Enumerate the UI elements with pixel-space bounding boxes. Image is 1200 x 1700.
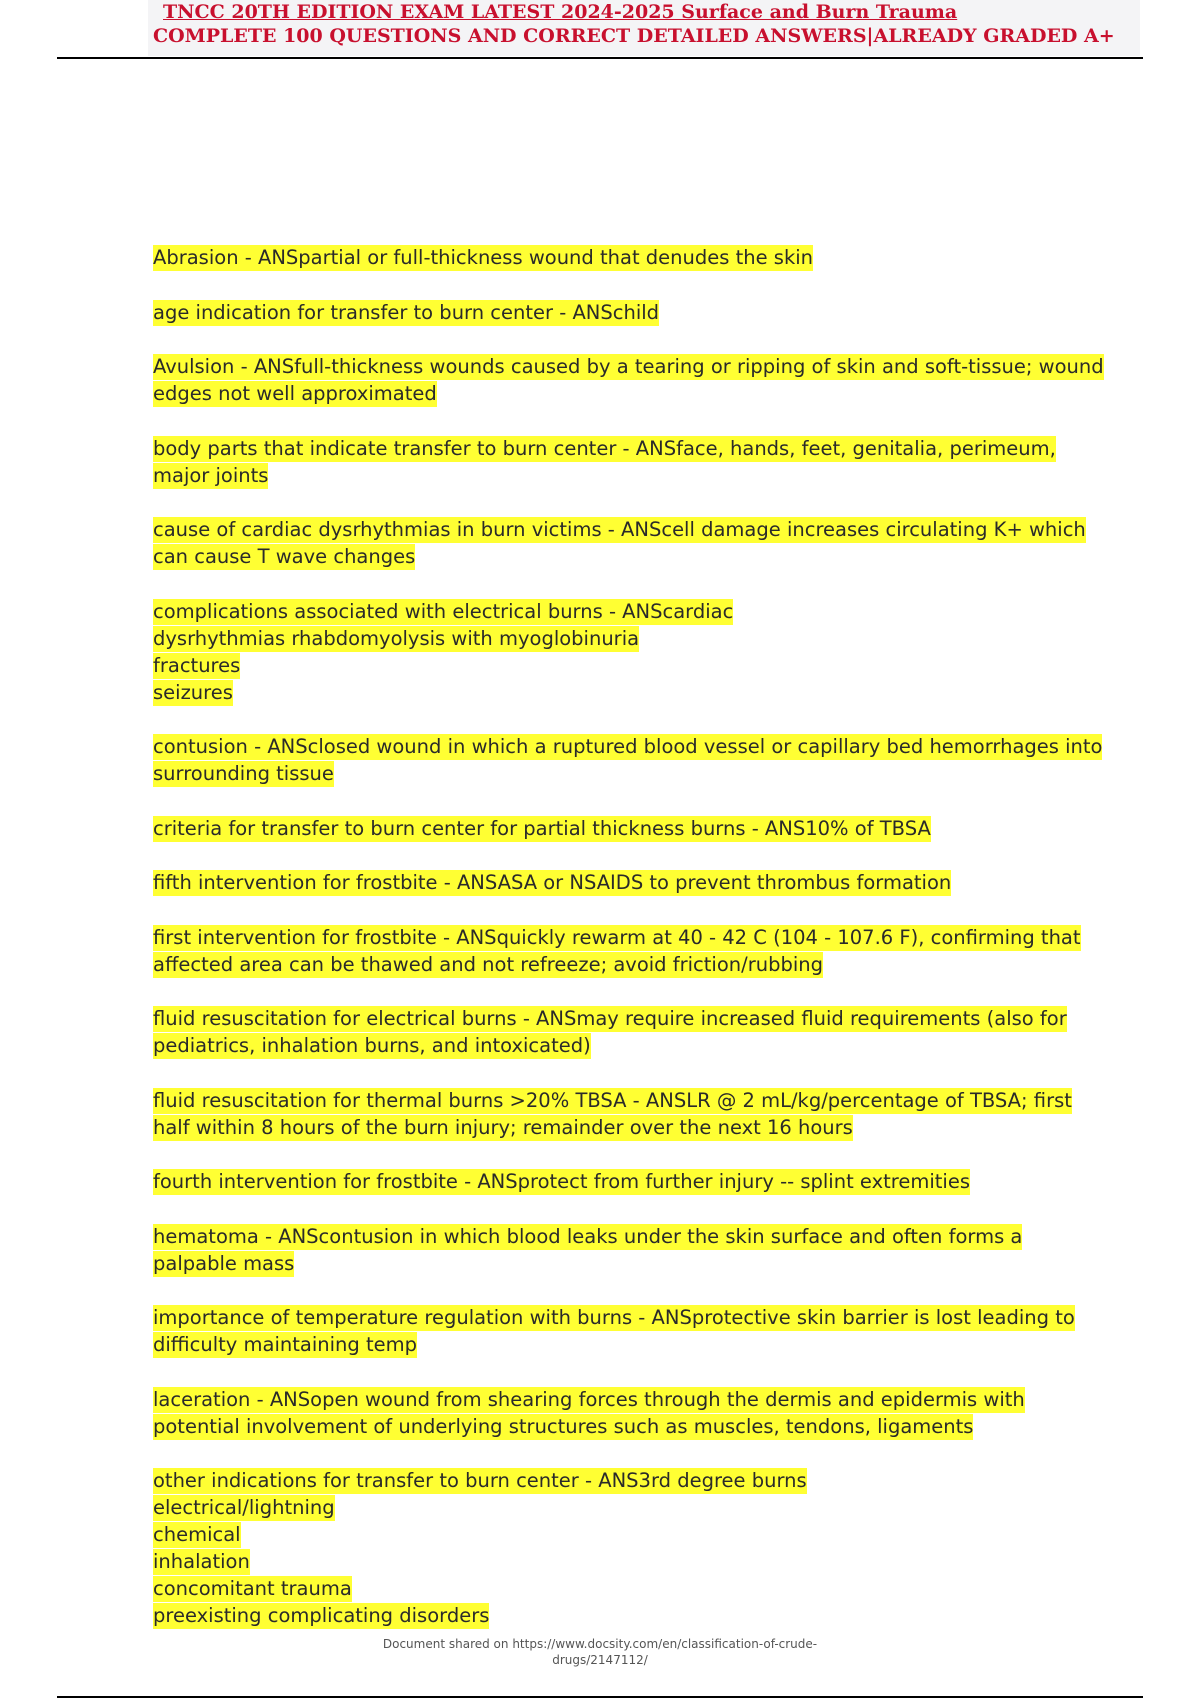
highlighted-text: Abrasion - ANSpartial or full-thickness wound that denudes the skin [153,246,814,269]
highlighted-text: difficulty maintaining temp [153,1333,417,1356]
qa-item-line [153,815,1143,842]
qa-item [153,815,1143,842]
highlighted-text: surrounding tissue [153,762,334,785]
highlighted-text: half within 8 hours of the burn injury; remainder over the next 16 hours [153,1115,853,1139]
qa-item [153,733,1143,787]
highlighted-text: concomitant trauma [153,1577,352,1600]
qa-item-line [153,1223,1143,1250]
highlighted-text: hematoma - ANScontusion in which blood leaks under the skin surface and often forms a [153,1224,1023,1248]
qa-item-line [153,733,1143,760]
qa-item-line [153,652,1143,679]
qa-item-line [153,1494,1143,1521]
qa-item [153,353,1143,407]
qa-item [153,1467,1143,1629]
qa-item-line [153,1005,1143,1032]
qa-item [153,598,1143,706]
qa-item-line [153,679,1143,706]
qa-item-line [153,1602,1143,1629]
qa-item [153,1223,1143,1277]
qa-item-line [153,1304,1143,1331]
qa-item-line [153,1467,1143,1494]
qa-item-line [153,462,1143,489]
header-title-line1: TNCC 20TH EDITION EXAM LATEST 2024-2025 Surface and Burn Trauma [163,1,958,23]
qa-item-line [153,625,1143,652]
header-divider [57,57,1143,59]
qa-item-line [153,1548,1143,1575]
qa-item-line [153,1087,1143,1114]
highlighted-text: criteria for transfer to burn center for partial thickness burns - ANS10% of TBSA [153,816,931,840]
highlighted-text: edges not well approximated [153,382,437,405]
highlighted-text: potential involvement of underlying structures such as muscles, tendons, ligaments [153,1414,974,1438]
qa-item-line [153,869,1143,896]
qa-item [153,1304,1143,1358]
qa-item [153,1386,1143,1440]
highlighted-text: age indication for transfer to burn center - ANSchild [153,300,660,324]
qa-item [153,1005,1143,1059]
highlighted-text: fractures [153,653,241,677]
qa-item [153,516,1143,570]
header-title-line2: COMPLETE 100 QUESTIONS AND CORRECT DETAILED ANSWERS|ALREADY GRADED A+ [153,25,1115,47]
qa-item-line [153,244,1143,271]
highlighted-text: can cause T wave changes [153,545,416,568]
qa-item-line [153,353,1143,380]
highlighted-text: importance of temperature regulation with burns - ANSprotective skin barrier is lost leading to [153,1306,1075,1329]
qa-item-line [153,598,1143,625]
highlighted-text: first intervention for frostbite - ANSquickly rewarm at 40 - 42 C (104 - 107.6 F), confirming that [153,925,1081,949]
highlighted-text: major joints [153,463,269,487]
qa-item [153,869,1143,896]
footer-url-line: drugs/2147112/ [552,1653,648,1667]
highlighted-text: electrical/lightning [153,1496,335,1519]
qa-item [153,1087,1143,1141]
highlighted-text: palpable mass [153,1251,295,1275]
qa-item-line [153,299,1143,326]
qa-item-line [153,1386,1143,1413]
highlighted-text: pediatrics, inhalation burns, and intoxicated) [153,1034,591,1057]
footer-divider [57,1696,1143,1698]
highlighted-text: other indications for transfer to burn center - ANS3rd degree burns [153,1469,807,1492]
document-header [0,0,1200,58]
qa-item-line [153,1114,1143,1141]
qa-item-line [153,1331,1143,1358]
highlighted-text: affected area can be thawed and not refreeze; avoid friction/rubbing [153,952,823,976]
qa-item-line [153,1250,1143,1277]
highlighted-text: fifth intervention for frostbite - ANSASA or NSAIDS to prevent thrombus formation [153,871,952,894]
qa-item [153,1168,1143,1195]
qa-item-line [153,1521,1143,1548]
document-footer [0,1636,1200,1668]
highlighted-text: fourth intervention for frostbite - ANSprotect from further injury -- splint extremities [153,1170,970,1193]
highlighted-text: body parts that indicate transfer to burn center - ANSface, hands, feet, genitalia, perimeum, [153,436,1056,460]
highlighted-text: seizures [153,680,233,704]
highlighted-text: dysrhythmias rhabdomyolysis with myoglobinuria [153,626,640,650]
qa-item [153,435,1143,489]
qa-item-line [153,951,1143,978]
qa-list [153,244,1143,1657]
qa-item-line [153,1413,1143,1440]
highlighted-text: contusion - ANSclosed wound in which a ruptured blood vessel or capillary bed hemorrhages into [153,735,1103,758]
qa-item-line [153,924,1143,951]
highlighted-text: complications associated with electrical burns - ANScardiac [153,599,734,623]
qa-item [153,924,1143,978]
qa-item-line [153,516,1143,543]
qa-item-line [153,380,1143,407]
qa-item-line [153,1168,1143,1195]
highlighted-text: inhalation [153,1550,250,1573]
highlighted-text: preexisting complicating disorders [153,1604,490,1627]
highlighted-text: laceration - ANSopen wound from shearing forces through the dermis and epidermis with [153,1387,1025,1411]
highlighted-text: chemical [153,1523,241,1546]
highlighted-text: fluid resuscitation for thermal burns >20% TBSA - ANSLR @ 2 mL/kg/percentage of TBSA; first [153,1088,1072,1112]
qa-item-line [153,1575,1143,1602]
qa-item-line [153,435,1143,462]
highlighted-text: fluid resuscitation for electrical burns - ANSmay require increased fluid requirements (also for [153,1007,1067,1030]
highlighted-text: Avulsion - ANSfull-thickness wounds caused by a tearing or ripping of skin and soft-tissue; wound [153,355,1104,378]
qa-item [153,244,1143,271]
qa-item-line [153,543,1143,570]
footer-shared-line: Document shared on https://www.docsity.com/en/classification-of-crude- [382,1637,818,1651]
qa-item-line [153,1032,1143,1059]
qa-item [153,299,1143,326]
qa-item-line [153,760,1143,787]
highlighted-text: cause of cardiac dysrhythmias in burn victims - ANScell damage increases circulating K+ which [153,518,1086,541]
